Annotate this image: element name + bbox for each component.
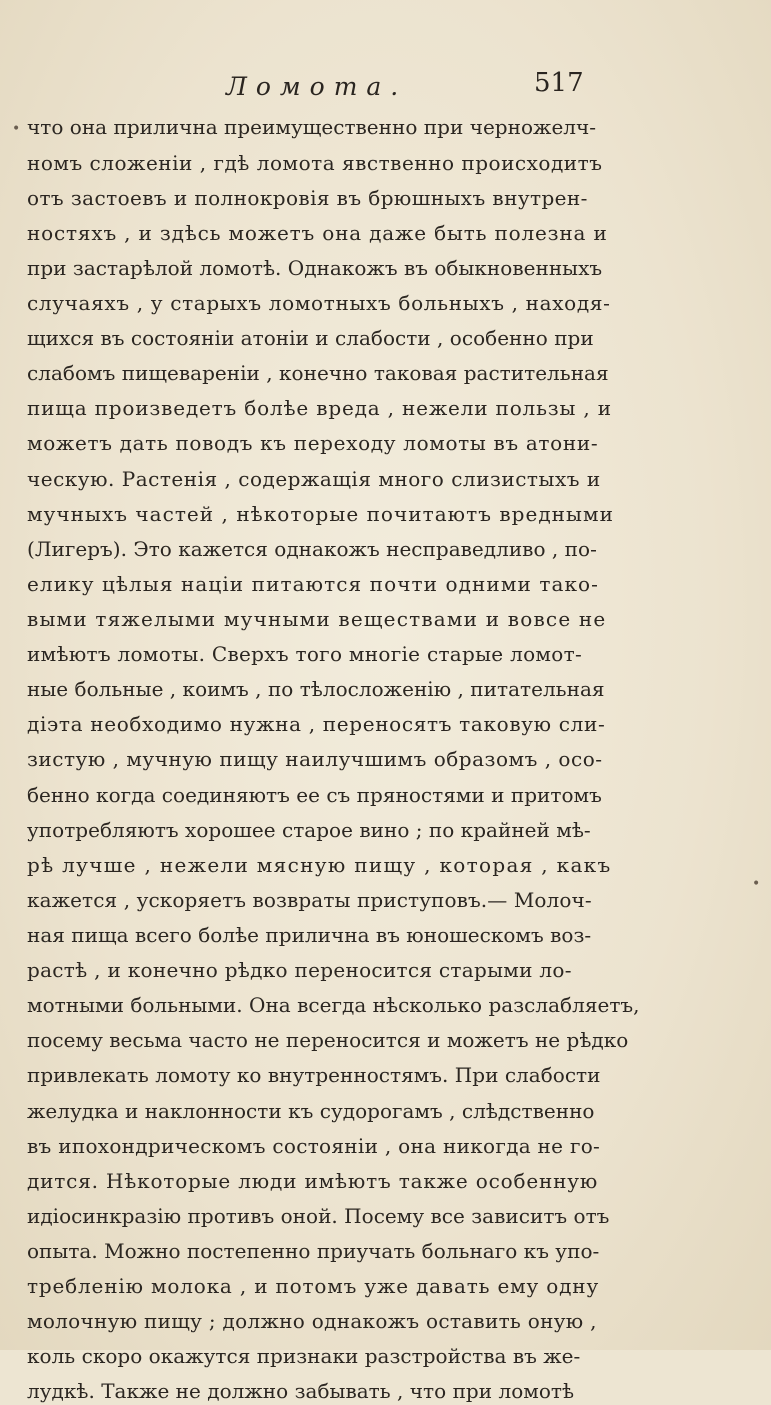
margin-dot-mark: • xyxy=(12,121,21,137)
text-line: рѣ лучше , нежели мясную пищу , которая , какъ xyxy=(27,853,612,877)
text-line: привлекать ломоту ко внутренностямъ. При слабости xyxy=(27,1063,601,1087)
text-line: ческую. Растенiя , содержащiя много слизистыхъ и xyxy=(27,467,601,491)
page-header xyxy=(0,66,771,106)
text-line: номъ сложенiи , гдѣ ломота явственно происходитъ xyxy=(27,151,603,175)
text-line: молочную пищу ; должно однакожъ оставить оную , xyxy=(27,1309,597,1333)
text-line: кажется , ускоряетъ возвраты приступовъ.— Молоч- xyxy=(27,888,592,912)
text-line: мучныхъ частей , нѣкоторые почитаютъ вредными xyxy=(27,502,614,526)
page-number: 517 xyxy=(534,68,584,98)
text-line: случаяхъ , у старыхъ ломотныхъ больныхъ , находя- xyxy=(27,291,611,315)
text-line: слабомъ пищеваренiи , конечно таковая растительная xyxy=(27,361,609,385)
text-line: желудка и наклонности къ судорогамъ , слѣдственно xyxy=(27,1099,595,1123)
text-line: опыта. Можно постепенно приучать больнаго къ упо- xyxy=(27,1239,600,1263)
text-line: мотными больными. Она всегда нѣсколько разслабляетъ, xyxy=(27,993,640,1017)
text-line: ные больные , коимъ , по тѣлосложенiю , питательная xyxy=(27,677,605,701)
text-line: что она прилична преимущественно при черножелч- xyxy=(27,115,597,139)
margin-dot-mark: • xyxy=(752,876,761,892)
text-line: дiэта необходимо нужна , переносятъ таковую сли- xyxy=(27,712,606,736)
text-line: употребляютъ хорошее старое вино ; по крайней мѣ- xyxy=(27,818,591,842)
text-line: идiосинкразiю противъ оной. Посему все зависитъ отъ xyxy=(27,1204,610,1228)
text-line: бенно когда соединяютъ ее съ пряностями и притомъ xyxy=(27,783,602,807)
text-line: требленiю молока , и потомъ уже давать ему одну xyxy=(27,1274,600,1298)
text-line: посему весьма часто не переносится и можетъ не рѣдко xyxy=(27,1028,629,1052)
text-line: можетъ дать поводъ къ переходу ломоты въ атони- xyxy=(27,431,599,455)
text-line: коль скоро окажутся признаки разстройства въ же- xyxy=(27,1344,581,1368)
text-line: выми тяжелыми мучными веществами и вовсе не xyxy=(27,607,607,631)
text-line: лудкѣ. Также не должно забывать , что при ломотѣ xyxy=(27,1379,575,1403)
text-line: въ ипохондрическомъ состоянiи , она никогда не го- xyxy=(27,1134,601,1158)
text-line: (Лигеръ). Это кажется однакожъ несправедливо , по- xyxy=(27,537,597,561)
running-title: Ломота. xyxy=(226,72,408,101)
text-line: имѣютъ ломоты. Сверхъ того многiе старые ломот- xyxy=(27,642,582,666)
text-line: отъ застоевъ и полнокровiя въ брюшныхъ внутрен- xyxy=(27,186,588,210)
text-line: щихся въ состоянiи атонiи и слабости , особенно при xyxy=(27,326,594,350)
text-line: ная пища всего болѣе прилична въ юношескомъ воз- xyxy=(27,923,592,947)
text-line: дится. Нѣкоторые люди имѣютъ также особенную xyxy=(27,1169,599,1193)
text-line: растѣ , и конечно рѣдко переносится старыми ло- xyxy=(27,958,572,982)
text-line: ностяхъ , и здѣсь можетъ она даже быть полезна и xyxy=(27,221,608,245)
text-line: елику цѣлыя нацiи питаются почти одними тако- xyxy=(27,572,600,596)
text-line: пища произведетъ болѣе вреда , нежели пользы , и xyxy=(27,396,612,420)
text-line: зистую , мучную пищу наилучшимъ образомъ , осо- xyxy=(27,747,603,771)
text-line: при застарѣлой ломотѣ. Однакожъ въ обыкновенныхъ xyxy=(27,256,603,280)
